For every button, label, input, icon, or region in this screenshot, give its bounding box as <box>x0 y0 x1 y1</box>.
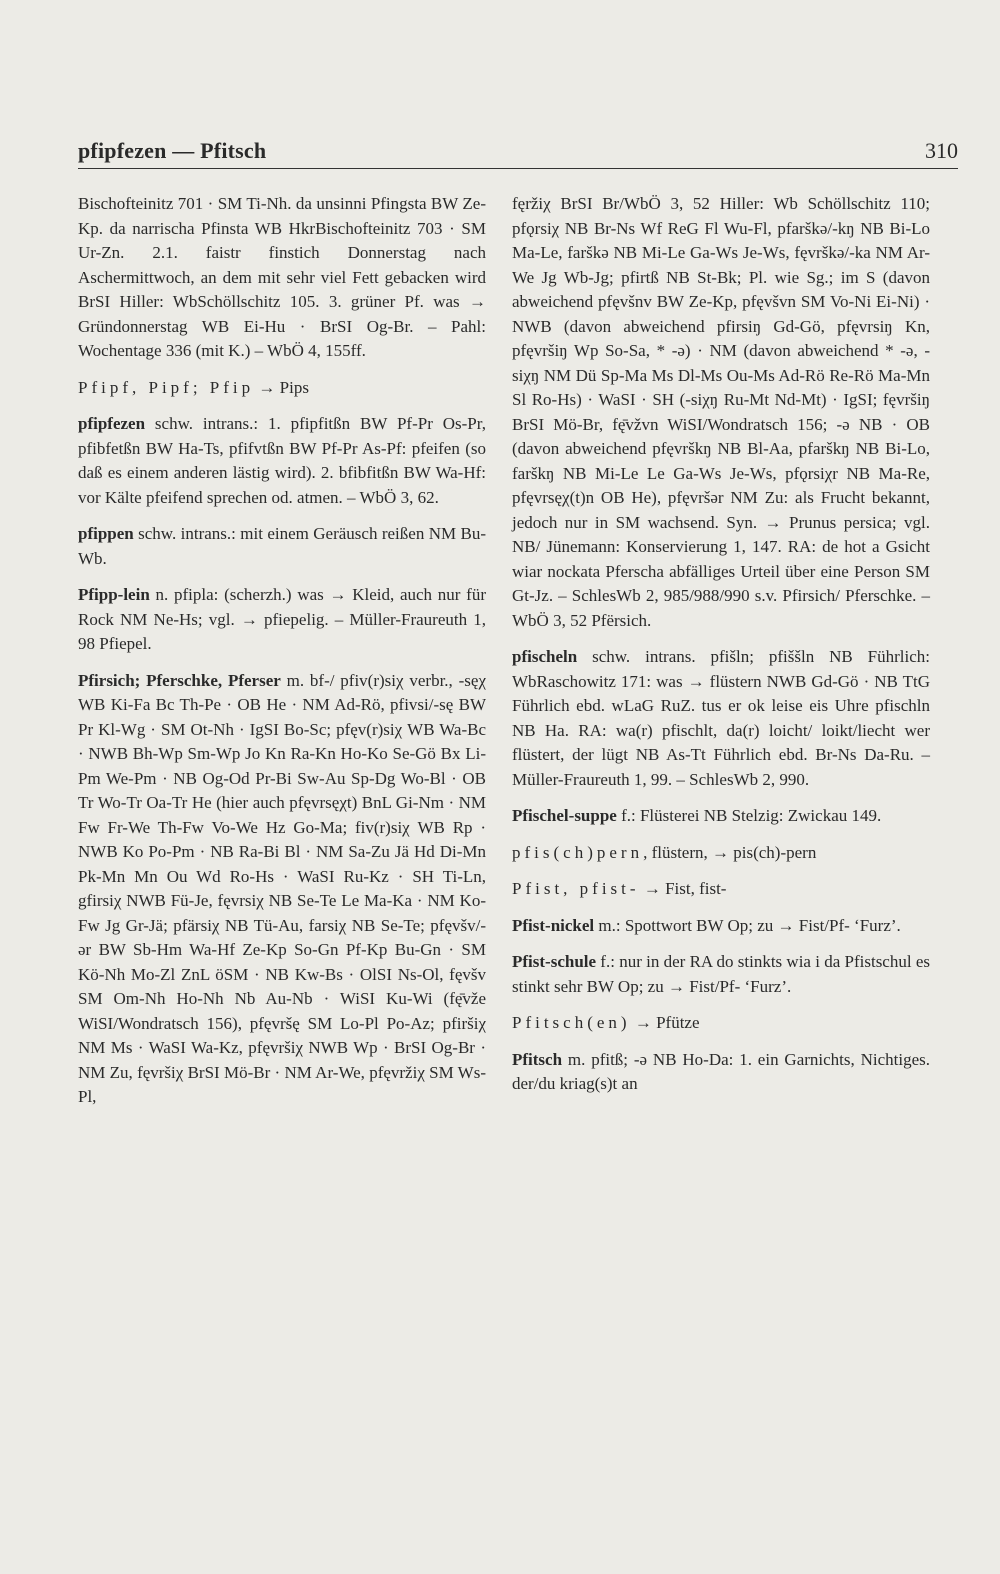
entry-lemma: Pfitsch(en) <box>512 1013 631 1032</box>
entry-lemma: Pfirsich; Pferschke, Pferser <box>78 670 281 690</box>
entry-lemma: pfippen <box>78 524 134 543</box>
dictionary-entry <box>78 522 486 571</box>
dictionary-entry <box>512 914 930 939</box>
entry-lemma: pfipfezen <box>78 414 146 433</box>
entry-lemma: Pfist, pfist- <box>512 879 640 898</box>
entry-continuation <box>78 192 486 364</box>
entry-lemma: Pfipf, Pipf; Pfip <box>78 377 255 397</box>
entry-text: schw. intrans.: mit einem Geräusch reißen NM Bu-Wb. <box>78 524 486 568</box>
entry-text: → Pfütze <box>630 1013 700 1032</box>
entry-lemma: Pfipp-lein <box>78 585 150 604</box>
entry-text: → Pips <box>254 377 309 397</box>
dictionary-entry <box>512 1048 930 1097</box>
entry-text: → Fist, fist- <box>639 879 727 898</box>
entry-text: f.: Flüsterei NB Stelzig: Zwickau 149. <box>616 806 882 825</box>
running-head: pfipfezen — Pfitsch <box>78 138 267 163</box>
entry-text: f.: nur in der RA do stinkts wia i da Pfistschul es stinkt sehr BW Op; zu → Fist/Pf- ‘Furz’. <box>512 952 930 996</box>
page-header <box>78 134 958 169</box>
entry-lemma: pfis(ch)pern <box>512 842 644 862</box>
right-column <box>512 192 930 1109</box>
entry-lemma: pfischeln <box>512 647 578 666</box>
dictionary-entry <box>512 645 930 792</box>
entry-lemma: Pfischel-suppe <box>512 806 617 825</box>
dictionary-entry <box>78 583 486 657</box>
cross-reference-entry <box>512 1011 930 1036</box>
entry-text: , flüstern, → pis(ch)-pern <box>643 842 817 862</box>
entry-text: m. pfitß; -ə NB Ho-Da: 1. ein Garnichts, Nichtiges. der/du kriag(s)t an <box>512 1049 930 1093</box>
dictionary-entry <box>78 669 486 1110</box>
entry-continuation <box>512 192 930 633</box>
entry-text: schw. intrans.: 1. pfipfitßn BW Pf-Pr Os-Pr, pfibfetßn BW Ha-Ts, pfifvtßn BW Pf-Pr As-Pf: pfeifen (so daß es einem anderen lästig wird). 2. bfibfitßn BW Wa-Hf: vor Kälte pfeifend sprechen od. atmen. – WbÖ 3, 62. <box>78 414 486 507</box>
entry-text: m. bf-/ pfiv(r)siχ verbr., -sęχ WB Ki-Fa Bc Th-Pe · OB He · NM Ad-Rö, pfivsi/-sę BW Pr Kl-Wg · SM Ot-Nh · IgSI Bo-Sc; pfęv(r)siχ WB Wa-Bc · NWB Bh-Wp Sm-Wp Jo Kn Ra-Kn Ho-Ko Se-Gö Bx Li-Pm We-Pm · NB Og-Od Pr-Bi Sw-Au Sp-Dg Wo-Bl · OB Tr Wo-Tr Oa-Tr He (hier auch pfęvrsęχt) BnL Gi-Nm · NM Fw Fr-We Th-Fw Vo-We Hz Go-Ma; fiv(r)siχ WB Rp · NWB Ko Po-Pm · NB Ra-Bi Bl · NM Sa-Zu Jä Hd Di-Mn Pk-Mn Mn Ou Wd Ro-Hs · WaSI Ru-Kz · SH Ti-Ln, gfirsiχ NWB Fü-Je, fęvrsiχ NB Se-Te Le Ma-Ka · NM Ko-Fw Jg Gr-Jä; pfärsiχ NB Tü-Au, farsiχ NB Se-Te; pfęvšv/-ər BW Sb-Hm Wa-Hf Ze-Kp So-Gn Pf-Kp Bu-Gn · SM Kö-Nh Mo-Zl ZnL öSM · NB Kw-Bs · OlSI Ns-Ol, fęvšv SM Om-Nh Ho-Nh Nb Au-Nb · WiSI Ku-Wi (fę̄vže WiSI/Wondratsch 156), pfęvršę SM Lo-Pl Po-Az; pfiršiχ NM Ms · WaSI Wa-Kz, pfęvršiχ NWB Wp · BrSI Og-Br · NM Zu, fęvršiχ BrSI Mö-Br · NM Ar-We, pfęvržiχ SM Ws-Pl, <box>78 670 486 1106</box>
entry-text: m.: Spottwort BW Op; zu → Fist/Pf- ‘Furz’. <box>594 915 901 935</box>
cross-reference-entry <box>512 877 930 902</box>
page-number: 310 <box>925 138 958 163</box>
dictionary-entry <box>78 412 486 510</box>
entry-lemma: Pfist-nickel <box>512 915 595 935</box>
entry-text: fęržiχ BrSI Br/WbÖ 3, 52 Hiller: Wb Schöllschitz 110; pfǫrsiχ NB Br-Ns Wf ReG Fl Wu-Fl, pfarškə/-kŋ NB Bi-Lo Ma-Le, farškə NB Mi-Le Ga-Ws Je-Ws, fęvrškə/-ka NM Ar-We Jg Wb-Jg; pfirtß NB St-Bk; Pl. wie Sg.; im S (davon abweichend pfęvšnv BW Ze-Kp, pfęvšvn SM Vo-Ni Ei-Ni) · NWB (davon abweichend pfirsiŋ Gd-Gö, pfęvrsiŋ Kn, pfęvršiŋ Wp So-Sa, * -ə) · NM (davon abweichend * -ə, -siχŋ NM Dü Sp-Ma Ms Dl-Ms Ou-Ms Ad-Rö Re-Rö Ma-Mn Sl Ro-Hs) · WaSI · SH (-siχŋ Ru-Mt Nd-Mt) · IgSI; fęvršiŋ BrSI Mö-Br, fę̄vžvn WiSI/Wondratsch 156; -ə NB · OB (davon abweichend pfęvrškŋ NB Bl-Aa, pfarškŋ NB Bi-Lo, farškŋ NB Mi-Le Le Ga-Ws Je-Ws, pfǫrsiχr NB Ma-Re, pfęvrsęχ(t)n OB He), pfęvršər NM Zu: als Frucht bekannt, jedoch nur in SM wachsend. Syn. → Prunus persica; vgl. NB/ Jünemann: Konservierung 1, 147. RA: de hot a Gsicht wiar nockata Pferscha abfälliges Urteil über eine Person SM Gt-Jz. – SchlesWb 2, 985/988/990 s.v. Pfirsich/ Pferschke. – WbÖ 3, 52 Pfërsich. <box>512 194 930 630</box>
cross-reference-entry <box>78 376 486 401</box>
entry-lemma: Pfist-schule <box>512 952 597 971</box>
left-column <box>78 192 486 1122</box>
dictionary-entry <box>512 950 930 999</box>
entry-text: schw. intrans. pfišln; pfiššln NB Führlich: WbRaschowitz 171: was → flüstern NWB Gd-Gö · NB TtG Führlich ebd. wLaG RuZ. tus er ok leise eis Uhre pfischln NB Ha. RA: wa(r) pfischlt, da(r) loicht/ loikt/liecht wer flüstert, der lügt NB As-Tt Führlich ebd. Br-Ns Da-Ru. – Müller-Fraureuth 1, 99. – SchlesWb 2, 990. <box>512 647 930 789</box>
entry-text: Bischofteinitz 701 · SM Ti-Nh. da unsinni Pfingsta BW Ze-Kp. da narrischa Pfinsta WB HkrBischofteinitz 703 · SM Ur-Zn. 2.1. faistr finstich Donnerstag nach Aschermittwoch, an dem mit sehr viel Fett gebacken wird BrSI Hiller: WbSchöllschitz 105. 3. grüner Pf. was → Gründonnerstag WB Ei-Hu · BrSI Og-Br. – Pahl: Wochentage 336 (mit K.) – WbÖ 4, 155ff. <box>78 194 486 360</box>
dictionary-entry <box>512 804 930 829</box>
cross-reference-entry <box>512 841 930 866</box>
entry-lemma: Pfitsch <box>512 1049 563 1069</box>
entry-text: n. pfipla: (scherzh.) was → Kleid, auch nur für Rock NM Ne-Hs; vgl. → pfiepelig. – Müller-Fraureuth 1, 98 Pfiepel. <box>78 585 486 653</box>
